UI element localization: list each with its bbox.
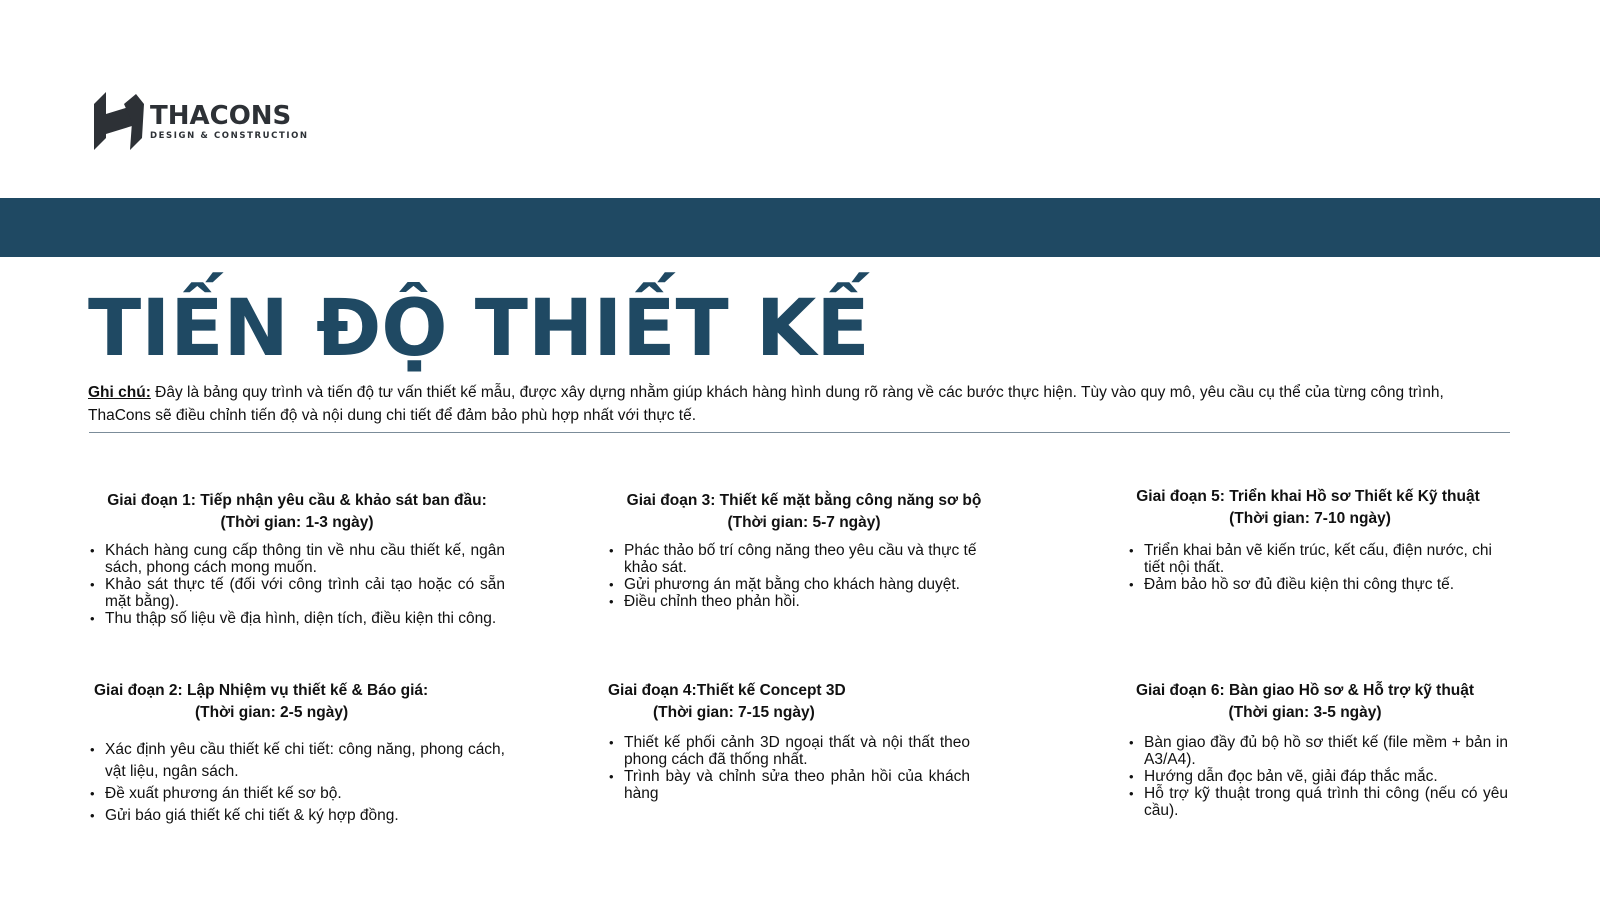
list-item: • Thiết kế phối cảnh 3D ngoại thất và nội thất theo phong cách đã thống nhất. bbox=[608, 734, 970, 768]
list-item: • Trình bày và chỉnh sửa theo phản hồi của khách hàng bbox=[608, 768, 970, 802]
logo-mark-left bbox=[94, 92, 106, 150]
phase-1-list bbox=[89, 542, 505, 627]
list-item: • Khảo sát thực tế (đối với công trình cải tạo hoặc có sẵn mặt bằng). bbox=[89, 576, 505, 610]
logo-tagline: DESIGN & CONSTRUCTION bbox=[150, 130, 309, 141]
phase-5-time: (Thời gian: 7-10 ngày) bbox=[1229, 510, 1391, 527]
phase-5-title: Giai đoạn 5: Triển khai Hồ sơ Thiết kế Kỹ thuật bbox=[1136, 488, 1480, 505]
phase-4 bbox=[608, 680, 970, 802]
list-item: • Thu thập số liệu về địa hình, diện tích, điều kiện thi công. bbox=[89, 610, 505, 627]
company-logo bbox=[94, 92, 309, 150]
thacons-logo-icon bbox=[94, 92, 144, 150]
phase-4-time: (Thời gian: 7-15 ngày) bbox=[653, 704, 815, 721]
phase-6-title: Giai đoạn 6: Bàn giao Hồ sơ & Hỗ trợ kỹ thuật bbox=[1135, 682, 1475, 699]
note-paragraph bbox=[88, 381, 1508, 427]
note-label: Ghi chú: bbox=[88, 384, 151, 401]
phase-3-list bbox=[608, 542, 1000, 610]
list-item: • Điều chỉnh theo phản hồi. bbox=[608, 593, 1000, 610]
phase-2 bbox=[89, 680, 505, 827]
list-item: • Hỗ trợ kỹ thuật trong quá trình thi công (nếu có yêu cầu). bbox=[1128, 785, 1508, 819]
list-item: • Khách hàng cung cấp thông tin về nhu cầu thiết kế, ngân sách, phong cách mong muốn. bbox=[89, 542, 505, 576]
phase-6 bbox=[1128, 680, 1508, 819]
list-item: • Bàn giao đầy đủ bộ hồ sơ thiết kế (file mềm + bản in A3/A4). bbox=[1128, 734, 1508, 768]
phase-6-list bbox=[1128, 734, 1508, 819]
phase-6-time: (Thời gian: 3-5 ngày) bbox=[1228, 704, 1382, 721]
phase-3 bbox=[608, 490, 1000, 610]
list-item: • Gửi phương án mặt bằng cho khách hàng duyệt. bbox=[608, 576, 1000, 593]
note-text: Đây là bảng quy trình và tiến độ tư vấn thiết kế mẫu, được xây dựng nhằm giúp khách hàng hình dung rõ ràng về các bước thực hiện. Tùy vào quy mô, yêu cầu cụ thể của từng công trình, ThaCons sẽ điều chỉnh tiến độ và nội dung chi tiết để đảm bảo phù hợp nhất với thực tế. bbox=[88, 384, 1444, 424]
phase-1 bbox=[89, 490, 505, 627]
phase-2-list bbox=[89, 739, 505, 827]
phase-5-list bbox=[1128, 542, 1492, 593]
phase-3-title: Giai đoạn 3: Thiết kế mặt bằng công năng sơ bộ bbox=[626, 492, 982, 509]
logo-text bbox=[150, 102, 309, 141]
phase-2-title: Giai đoạn 2: Lập Nhiệm vụ thiết kế & Báo giá: bbox=[94, 682, 429, 699]
list-item: • Phác thảo bố trí công năng theo yêu cầu và thực tế khảo sát. bbox=[608, 542, 1000, 576]
phase-1-title: Giai đoạn 1: Tiếp nhận yêu cầu & khảo sát ban đầu: bbox=[107, 492, 487, 509]
list-item: • Xác định yêu cầu thiết kế chi tiết: công năng, phong cách, vật liệu, ngân sách. bbox=[89, 739, 505, 783]
phase-4-title: Giai đoạn 4:Thiết kế Concept 3D bbox=[608, 682, 846, 699]
phase-1-time: (Thời gian: 1-3 ngày) bbox=[220, 514, 374, 531]
list-item: • Gửi báo giá thiết kế chi tiết & ký hợp đồng. bbox=[89, 805, 505, 827]
logo-name: THACONS bbox=[150, 100, 292, 131]
list-item: • Triển khai bản vẽ kiến trúc, kết cấu, điện nước, chi tiết nội thất. bbox=[1128, 542, 1492, 576]
header-banner bbox=[0, 198, 1600, 257]
list-item: • Đảm bảo hồ sơ đủ điều kiện thi công thực tế. bbox=[1128, 576, 1492, 593]
phase-4-list bbox=[608, 734, 970, 802]
page-title: TIẾN ĐỘ THIẾT KẾ bbox=[88, 284, 870, 374]
divider bbox=[89, 432, 1510, 433]
phase-5 bbox=[1128, 486, 1492, 593]
phase-3-time: (Thời gian: 5-7 ngày) bbox=[727, 514, 881, 531]
list-item: • Hướng dẫn đọc bản vẽ, giải đáp thắc mắc. bbox=[1128, 768, 1508, 785]
phase-2-time: (Thời gian: 2-5 ngày) bbox=[195, 704, 349, 721]
list-item: • Đề xuất phương án thiết kế sơ bộ. bbox=[89, 783, 505, 805]
